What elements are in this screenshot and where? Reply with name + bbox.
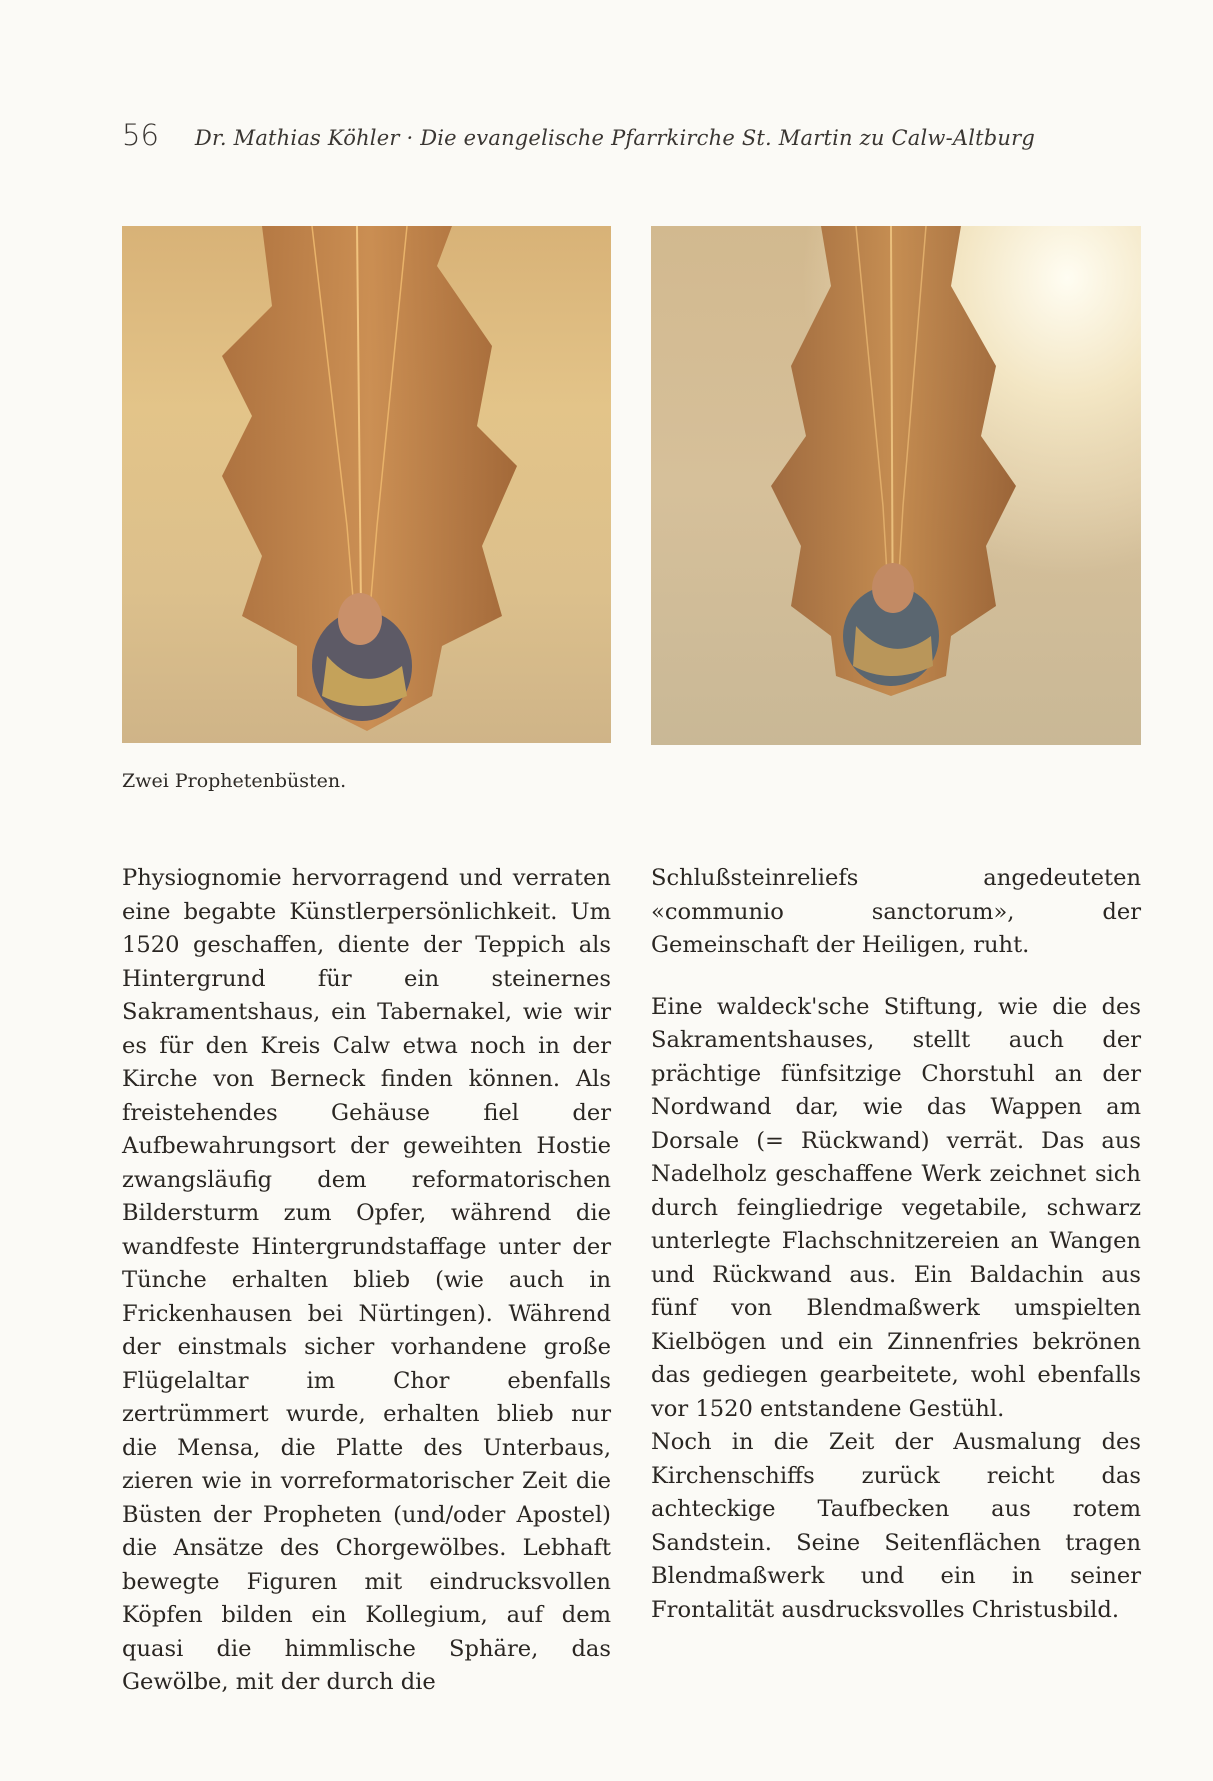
paragraph: Noch in die Zeit der Ausmalung des Kirchenschiffs zurück reicht das achteckige Taufbecken aus rotem Sandstein. Seine Seitenflächen tragen Blendmaßwerk und ein in seiner Frontalität ausdrucksvolles Christusbild. bbox=[651, 1429, 1141, 1623]
prophet-bust-photo-right bbox=[651, 226, 1141, 745]
paragraph: Schlußsteinreliefs angedeuteten «communio sanctorum», der Gemeinschaft der Heiligen, ruht. bbox=[651, 865, 1141, 958]
paragraph: Eine waldeck'sche Stiftung, wie die des Sakramentshauses, stellt auch der prächtige fünfsitzige Chorstuhl an der Nordwand dar, wie das Wappen am Dorsale (= Rückwand) verrät. Das aus Nadelholz geschaffene Werk zeichnet sich durch feingliedrige vegetabile, schwarz unterlegte Flachschnitzereien an Wangen und Rückwand aus. Ein Baldachin aus fünf von Blendmaßwerk umspielten Kielbögen und ein Zinnenfries bekrönen das gediegen gearbeitete, wohl ebenfalls vor 1520 entstandene Gestühl. bbox=[651, 993, 1141, 1422]
text-column-left bbox=[122, 862, 611, 1700]
vault-rib-illustration-left bbox=[122, 226, 611, 743]
paragraph: Physiognomie hervorragend und verraten eine begabte Künstlerpersönlichkeit. Um 1520 geschaffen, diente der Teppich als Hintergrund für ein steinernes Sakramentshaus, ein Tabernakel, wie wir es für den Kreis Calw etwa noch in der Kirche von Berneck finden können. Als freistehendes Gehäuse fiel der Aufbewahrungsort der geweihten Hostie zwangsläufig dem reformatorischen Bildersturm zum Opfer, während die wandfeste Hintergrundstaffage unter der Tünche erhalten blieb (wie auch in Frickenhausen bei Nürtingen). Während der einstmals sicher vorhandene große Flügelaltar im Chor ebenfalls zertrümmert wurde, erhalten blieb nur die Mensa, die Platte des Unterbaus, zieren wie in vorreformatorischer Zeit die Büsten der Propheten (und/oder Apostel) die Ansätze des Chorgewölbes. Lebhaft bewegte Figuren mit eindrucksvollen Köpfen bilden ein Kollegium, auf dem quasi die himmlische Sphäre, das Gewölbe, mit der durch die bbox=[122, 865, 611, 1695]
vault-rib-illustration-right bbox=[651, 226, 1141, 745]
prophet-bust-photo-left bbox=[122, 226, 611, 743]
running-header bbox=[122, 118, 1042, 158]
text-column-right bbox=[651, 862, 1141, 1627]
running-title: Dr. Mathias Köhler · Die evangelische Pfarrkirche St. Martin zu Calw-Altburg bbox=[194, 126, 1036, 150]
figure-caption: Zwei Prophetenbüsten. bbox=[122, 770, 347, 792]
page-number: 56 bbox=[122, 118, 159, 152]
